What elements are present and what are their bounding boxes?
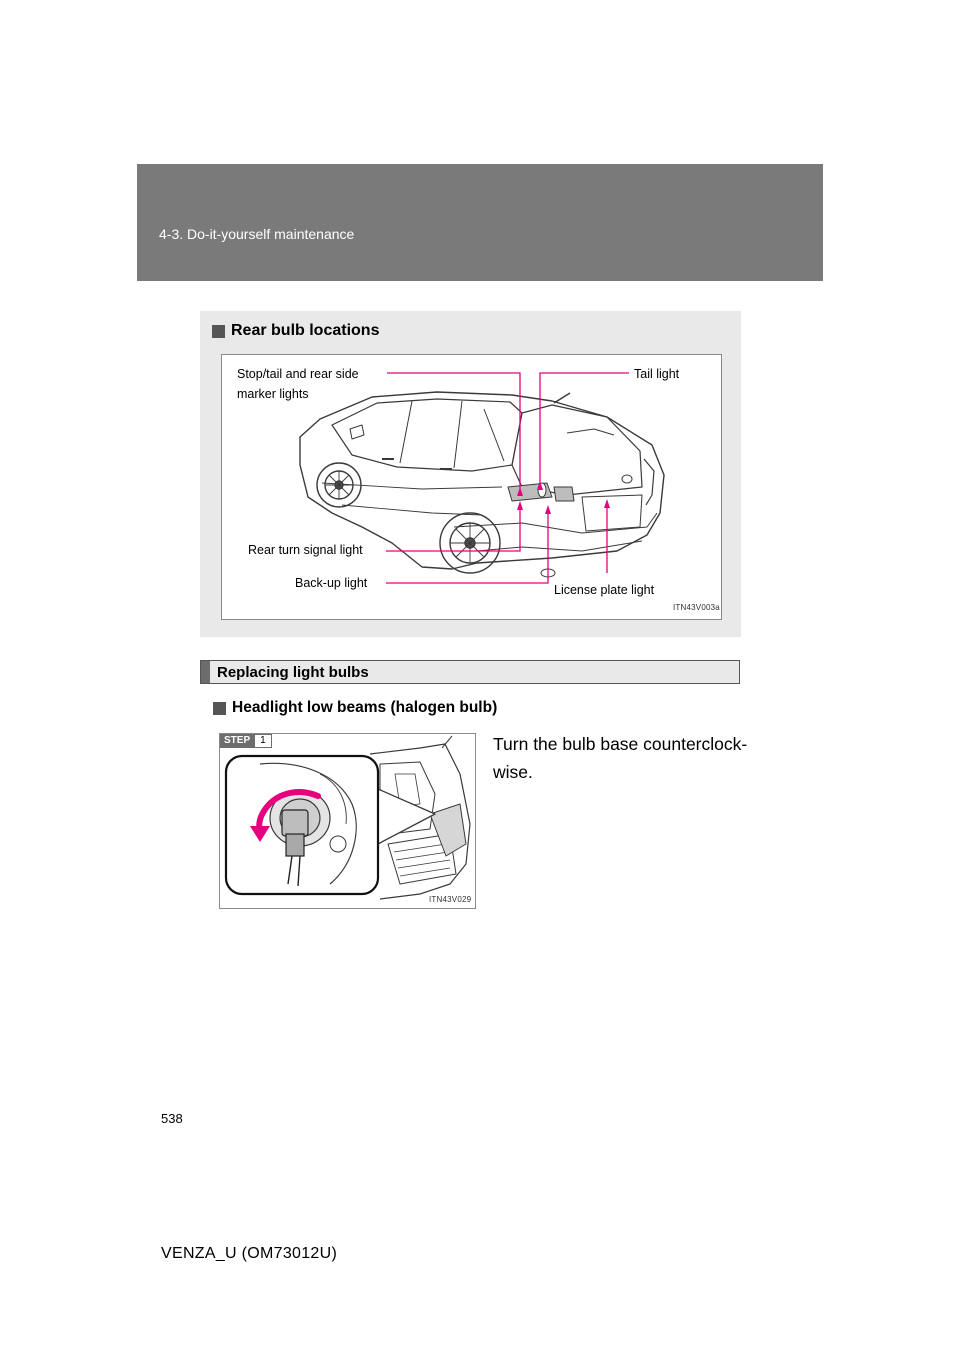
headlight-subheading <box>213 699 497 717</box>
figure-code: ITN43V003a <box>673 603 720 612</box>
callout-back-up-light: Back-up light <box>295 576 368 590</box>
rear-bulb-heading <box>212 322 379 340</box>
section-title: 4-3. Do-it-yourself maintenance <box>159 226 355 242</box>
step-figure <box>219 733 476 909</box>
headlight-bulb-illustration <box>220 734 475 908</box>
square-bullet-icon <box>212 325 225 338</box>
callout-rear-turn-signal: Rear turn signal light <box>248 543 363 557</box>
step-instruction: Turn the bulb base counterclock-wise. <box>493 734 748 782</box>
headlight-subheading-text: Headlight low beams (halogen bulb) <box>232 699 498 716</box>
step-word: STEP <box>220 734 254 748</box>
rear-bulb-heading-text: Rear bulb locations <box>231 322 380 339</box>
heading-accent <box>201 661 210 683</box>
step-number: 1 <box>254 734 272 748</box>
rear-bulb-section <box>200 311 741 637</box>
step-figure-code: ITN43V029 <box>429 895 472 904</box>
rear-bulb-figure <box>221 354 722 620</box>
footer-model: VENZA_U (OM73012U) <box>161 1245 338 1262</box>
callout-license-plate-light: License plate light <box>554 583 655 597</box>
page-number: 538 <box>161 1111 183 1126</box>
callout-tail-light: Tail light <box>634 367 680 381</box>
square-bullet-icon <box>213 702 226 715</box>
replacing-heading-bar <box>200 660 740 684</box>
callout-stop-tail-lights: Stop/tail and rear side marker lights <box>237 367 359 401</box>
replacing-heading-text: Replacing light bulbs <box>217 663 369 681</box>
step-label <box>220 734 272 748</box>
header-band <box>137 164 823 281</box>
